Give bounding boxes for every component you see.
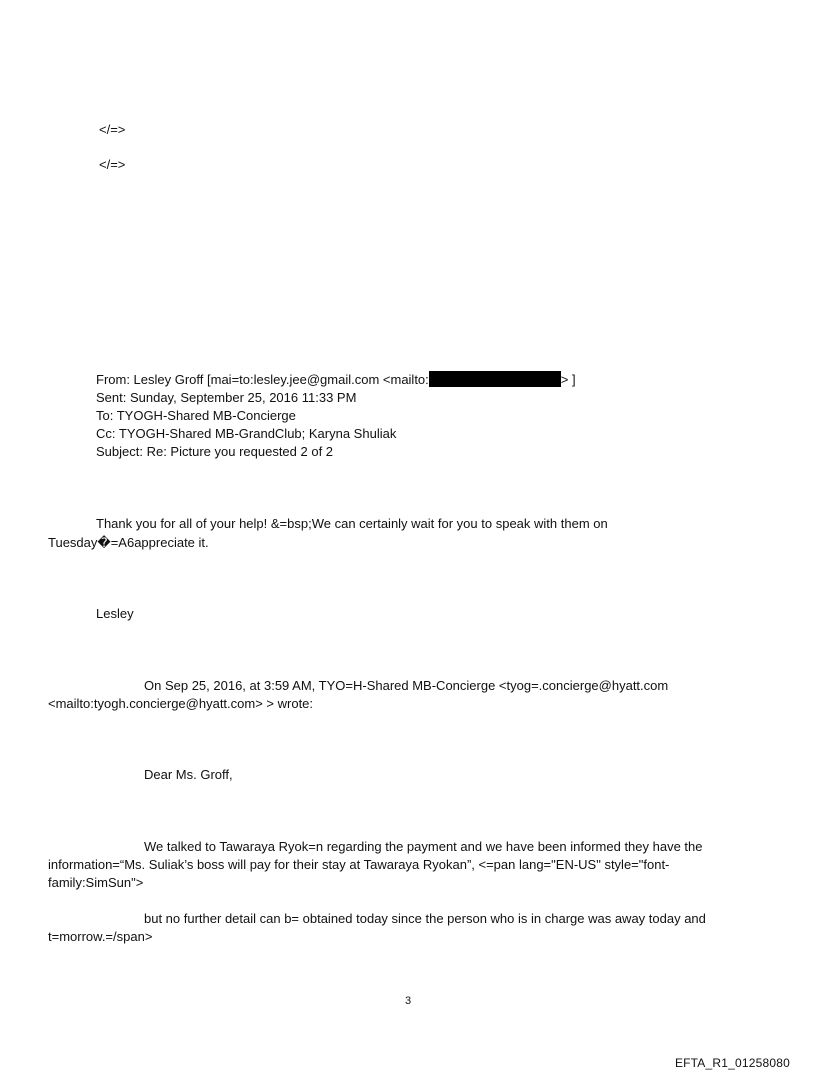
markup-fragment: </=> (99, 122, 126, 137)
thanks-line-1: Thank you for all of your help! &=bsp;We can certainly wait for you to speak with them on (96, 516, 608, 531)
header-sent: Sent: Sunday, September 25, 2016 11:33 PM (96, 390, 357, 405)
signature: Lesley (96, 606, 134, 621)
quote-header-line-2: <mailto:tyogh.concierge@hyatt.com> > wrote: (48, 696, 314, 711)
paragraph-1-line-2: information=“Ms. Suliak’s boss will pay for their stay at Tawaraya Ryokan”, <=pan lang="EN-US" style="font- (48, 857, 670, 872)
header-cc: Cc: TYOGH-Shared MB-GrandClub; Karyna Shuliak (96, 426, 397, 441)
paragraph-1-line-3: family:SimSun"> (48, 875, 144, 890)
paragraph-1-line-1: We talked to Tawaraya Ryok=n regarding the payment and we have been informed they have the (144, 839, 703, 854)
header-subject: Subject: Re: Picture you requested 2 of 2 (96, 444, 334, 459)
thanks-line-2: Tuesday�=A6appreciate it. (48, 535, 209, 550)
header-to: To: TYOGH-Shared MB-Concierge (96, 408, 296, 423)
paragraph-2-line-1: but no further detail can b= obtained today since the person who is in charge was away today and (144, 911, 706, 926)
from-suffix: > ] (560, 372, 576, 387)
redaction-block (429, 371, 561, 387)
quote-header-line-1: On Sep 25, 2016, at 3:59 AM, TYO=H-Shared MB-Concierge <tyog=.concierge@hyatt.com (144, 678, 669, 693)
markup-fragment: </=> (99, 157, 126, 172)
paragraph-2-line-2: t=morrow.=/span> (48, 929, 153, 944)
header-from (96, 371, 576, 389)
page-number: 3 (404, 995, 412, 1007)
greeting: Dear Ms. Groff, (144, 767, 233, 782)
document-id: EFTA_R1_01258080 (674, 1056, 790, 1070)
from-text: From: Lesley Groff [mai=to:lesley.jee@gmail.com <mailto: (96, 372, 429, 387)
